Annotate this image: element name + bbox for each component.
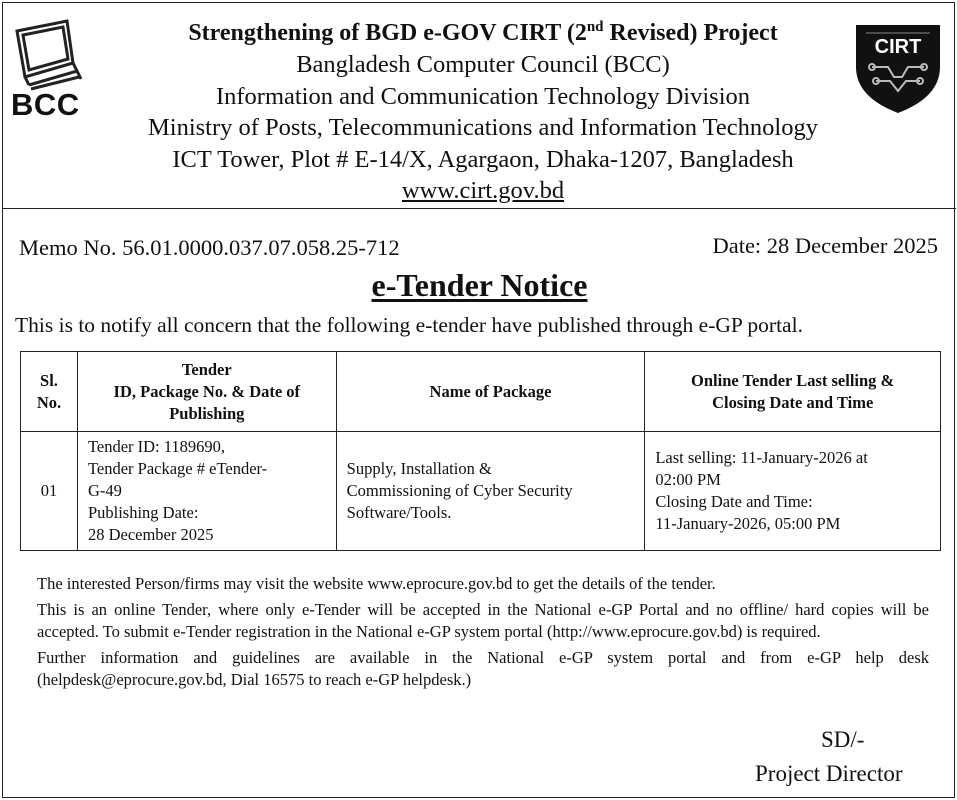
signature-designation: Project Director <box>755 761 903 786</box>
table-row <box>21 432 941 551</box>
header-text <box>83 17 883 207</box>
header-package: Name of Package <box>336 352 645 432</box>
note-website: The interested Person/firms may visit the website www.eprocure.gov.bd to get the details of the tender. <box>37 574 716 593</box>
note-online: This is an online Tender, where only e-Tender will be accepted in the National e-GP Portal and no offline/ hard copies will be accepted. To submit e-Tender registration in the National e-GP system portal (http://www.eprocure.gov.bd) is required. <box>37 600 929 641</box>
signature-sd: SD/- <box>821 727 865 752</box>
header-sl: Sl. No. <box>21 352 78 432</box>
bcc-logo-text: BCC <box>11 87 80 122</box>
notice-date: Date: 28 December 2025 <box>712 233 938 258</box>
memo-number: Memo No. 56.01.0000.037.07.058.25-712 <box>19 235 400 260</box>
website-link[interactable]: www.cirt.gov.bd <box>401 177 565 204</box>
header <box>3 3 956 209</box>
notice-frame <box>2 2 955 798</box>
cirt-shield-logo <box>852 17 944 115</box>
note-helpdesk: Further information and guidelines are available in the National e-GP system portal and from e-GP help desk (helpdesk@eprocure.gov.bd, Dial 16575 to reach e-GP helpdesk.) <box>37 648 929 689</box>
division-name: Information and Communication Technology Division <box>215 82 751 110</box>
notify-line: This is to notify all concern that the following e-tender have published through e-GP portal. <box>15 313 803 337</box>
header-tender: Tender ID, Package No. & Date of Publishing <box>77 352 336 432</box>
org-name: Bangladesh Computer Council (BCC) <box>296 51 670 78</box>
cell-package: Supply, Installation & Commissioning of Cyber Security Software/Tools. <box>336 432 645 551</box>
cell-online: Last selling: 11-January-2026 at 02:00 PM Closing Date and Time: 11-January-2026, 05:00 PM <box>645 432 941 551</box>
tender-table <box>20 351 941 551</box>
cell-tender: Tender ID: 1189690, Tender Package # eTender- G-49 Publishing Date: 28 December 2025 <box>77 432 336 551</box>
table-header-row <box>21 352 941 432</box>
notes <box>37 573 929 695</box>
notice-title: e-Tender Notice <box>371 267 588 303</box>
address: ICT Tower, Plot # E-14/X, Agargaon, Dhaka-1207, Bangladesh <box>172 145 794 173</box>
ministry-name: Ministry of Posts, Telecommunications and Information Technology <box>147 114 818 141</box>
project-title: Strengthening of BGD e-GOV CIRT (2nd Revised) Project <box>188 19 778 46</box>
cell-sl: 01 <box>21 432 78 551</box>
header-online: Online Tender Last selling & Closing Date and Time <box>645 352 941 432</box>
svg-text:CIRT: CIRT <box>874 36 922 58</box>
